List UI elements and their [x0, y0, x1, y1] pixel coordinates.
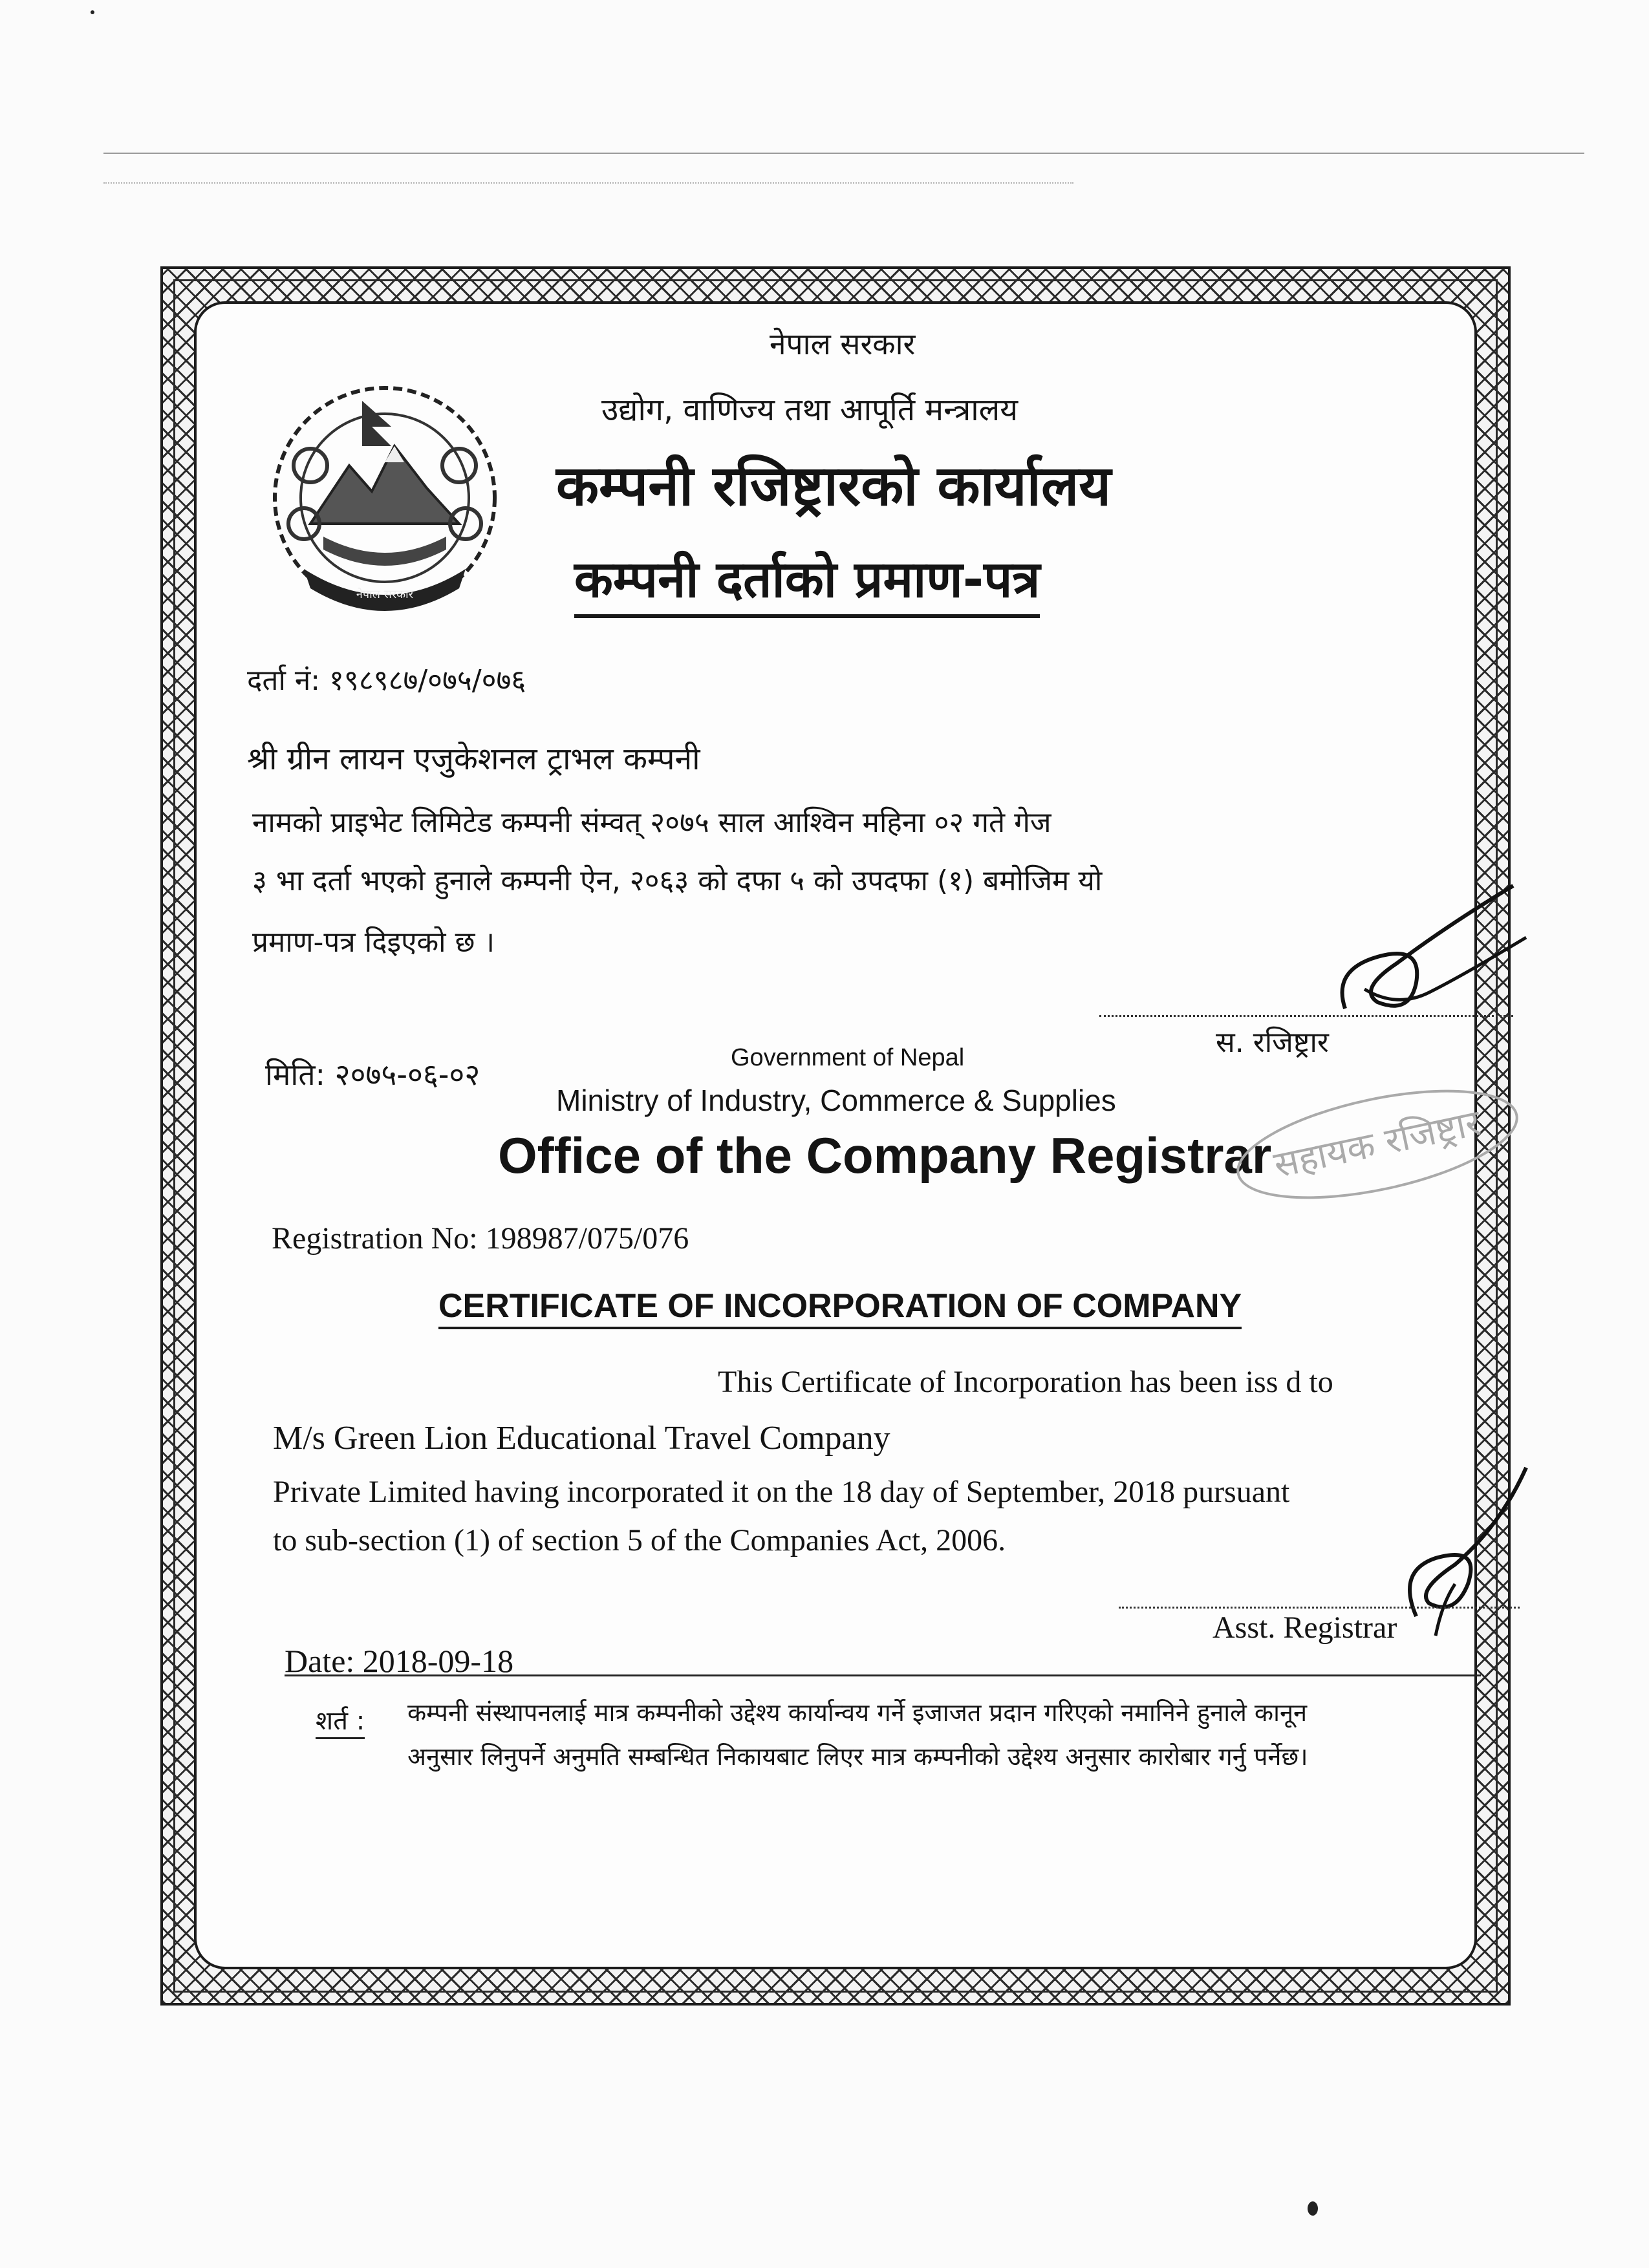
- date-np: मिति: २०७५-०६-०२: [265, 1057, 480, 1092]
- condition-label: शर्त :: [316, 1702, 365, 1739]
- nepal-emblem-icon: [265, 375, 504, 621]
- registrar-signature-np: [1319, 860, 1533, 1034]
- body-line-2-en: to sub-section (1) of section 5 of the Companies Act, 2006.: [273, 1523, 1006, 1557]
- scan-speck: [1308, 2201, 1318, 2216]
- government-en: Government of Nepal: [731, 1044, 965, 1071]
- stamp-text: सहायक रजिष्ट्रार: [1270, 1101, 1485, 1187]
- ministry-np: उद्योग, वाणिज्य तथा आपूर्ति मन्त्रालय: [601, 392, 1018, 428]
- date-en: Date: 2018-09-18: [285, 1643, 514, 1679]
- issue-line-en: This Certificate of Incorporation has been iss d to: [718, 1365, 1333, 1399]
- date-rule: [285, 1674, 1481, 1676]
- body-line-1-np: नामको प्राइभेट लिमिटेड कम्पनी संम्वत् २०७५ साल आश्विन महिना ०२ गते गेज: [252, 806, 1051, 839]
- signature-line-np: [1099, 1015, 1513, 1017]
- emblem-motto: नेपाल सरकार: [356, 588, 414, 601]
- registration-number-en: Registration No: 198987/075/076: [272, 1221, 689, 1256]
- condition-line-1: कम्पनी संस्थापनलाई मात्र कम्पनीको उद्देश्य कार्यान्वय गर्ने इजाजत प्रदान गरिएको नमानिने हुनाले कानून: [407, 1698, 1308, 1727]
- registrar-stamp: [1229, 1086, 1526, 1203]
- body-line-1-en: Private Limited having incorporated it on the 18 day of September, 2018 pursuant: [273, 1475, 1290, 1509]
- signatory-title-en: Asst. Registrar: [1212, 1610, 1397, 1645]
- certificate-title-en: CERTIFICATE OF INCORPORATION OF COMPANY: [438, 1287, 1242, 1329]
- page-dotted-rule: [103, 182, 1073, 184]
- office-title-np: कम्पनी रजिष्ट्रारको कार्यालय: [556, 454, 1112, 519]
- scan-speck: [91, 10, 94, 14]
- registration-number-np: दर्ता नं: १९८९८७/०७५/०७६: [247, 664, 526, 697]
- signatory-title-np: स. रजिष्ट्रार: [1216, 1026, 1329, 1059]
- page-top-rule: [103, 153, 1584, 154]
- government-np: नेपाल सरकार: [770, 326, 916, 361]
- company-name-np: श्री ग्रीन लायन एजुकेशनल ट्राभल कम्पनी: [247, 741, 700, 777]
- certificate-title-np: कम्पनी दर्ताको प्रमाण-पत्र: [574, 543, 1040, 618]
- office-title-en: Office of the Company Registrar: [498, 1127, 1272, 1184]
- body-line-3-np: प्रमाण-पत्र दिइएको छ ।: [252, 926, 495, 959]
- signature-line-en: [1119, 1607, 1520, 1609]
- company-name-en: M/s Green Lion Educational Travel Company: [273, 1420, 890, 1457]
- ministry-en: Ministry of Industry, Commerce & Supplies: [556, 1084, 1116, 1117]
- condition-line-2: अनुसार लिनुपर्ने अनुमति सम्बन्धित निकायबाट लिएर मात्र कम्पनीको उद्देश्य अनुसार कारोबार गर्नु पर्नेछ।: [407, 1742, 1308, 1771]
- body-line-2-np: ३ भा दर्ता भएको हुनाले कम्पनी ऐन, २०६३ को दफा ५ को उपदफा (१) बमोजिम यो: [252, 864, 1103, 897]
